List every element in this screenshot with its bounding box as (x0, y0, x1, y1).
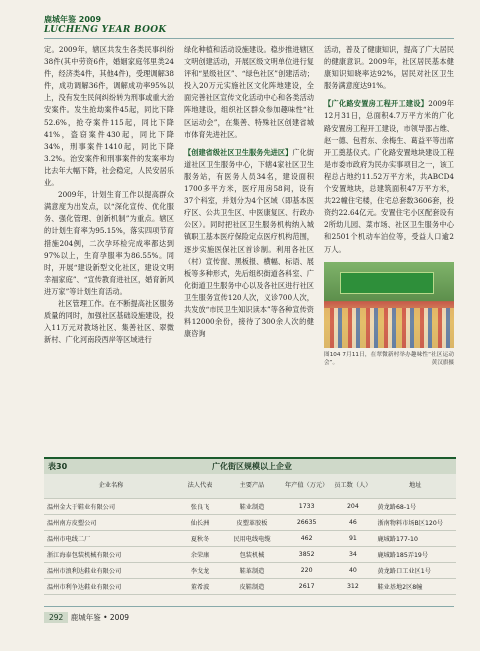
table-cell: 204 (331, 499, 374, 515)
table-cell: 46 (331, 515, 374, 531)
paragraph: 绿化种植和活动设施建设。稳步推进辖区文明创建活动，开展区级文明单位进行复评和“星级社区”、“绿色社区”创建活动；投入20万元实施社区文化阵地建设，全面完善社区宣传文化活动中心和各类活动阵地建设，组织社区群众参加趣味性“社区运动会”，在集善、特殊社区创建省城市体育先进社区。 (184, 45, 314, 139)
table-row (44, 547, 456, 563)
table-title: 广化街区规模以上企业 (212, 462, 292, 471)
table-cell: 1733 (282, 499, 331, 515)
table-cell: 2617 (282, 579, 331, 595)
page-footer (44, 612, 129, 623)
caption-text: 图104 7月11日，在翠微新村举办趣味性“社区运动会”。 (324, 351, 454, 366)
photo-credit: 黄汉旗摄 (431, 359, 454, 366)
column-2 (184, 44, 314, 367)
photo-caption (324, 351, 454, 367)
table-cell: 91 (331, 531, 374, 547)
running-header (44, 14, 167, 35)
column-3 (324, 44, 454, 367)
paragraph: 活动，普及了健康知识，提高了广大居民的健康意识。2009年，社区居民基本健康知识知晓率达92%，居民对社区卫生服务满意度达91%。 (324, 45, 454, 91)
table-cell: 张良飞 (178, 499, 222, 515)
table-cell: 皮鞋制造 (222, 579, 282, 595)
header-title-en: LUCHENG YEAR BOOK (44, 25, 167, 35)
photo-crowd (324, 308, 454, 348)
table-row (44, 515, 456, 531)
table-cell: 仙长洲 (178, 515, 222, 531)
table-cell: 温州南方皮塑公司 (44, 515, 178, 531)
table-cell: 余荣康 (178, 547, 222, 563)
header-rule (44, 38, 454, 39)
enterprise-table-block (44, 457, 456, 595)
table-cell: 鞋业制造 (222, 499, 282, 515)
table-caption (44, 457, 456, 474)
table-cell: 220 (282, 563, 331, 579)
table-cell: 鹿城路185弄19号 (374, 547, 456, 563)
footer-rule (44, 606, 454, 607)
header-title-cn: 鹿城年鉴 2009 (44, 15, 102, 24)
table-cell: 26635 (282, 515, 331, 531)
enterprise-table (44, 474, 456, 595)
table-cell: 温州市电线二厂 (44, 531, 178, 547)
photo-banner (340, 272, 434, 294)
paragraph: 广化街道社区卫生服务中心，下辖4家社区卫生服务站，有医务人员34名，建设面积1700多平方米，医疗用房58间，设有37个科室，并划分为4个区域（即基本医疗区、公共卫生区、中医康复区、行政办公区）。同时把社区卫生服务机构纳入城镇职工基本医疗保险定点医疗机构范围，逐步实施医保社区首诊制。利用各社区（村）宣传窗、黑板报、横幅、标语、展板等多种形式，先后组织街道各科室、广化街道卫生服务中心以及各社区进行社区卫生服务宣传120人次，义诊700人次，共发放“市民卫生知识读本”等各种宣传资料12000余份，接待了300余人次的健康咨询 (184, 147, 314, 339)
paragraph: 2009年12月31日，总面积4.7万平方米的广化路安置房工程开工建设，市领导邵占维、赵一德、包哲东、余梅生、葛益平等出席开工奠基仪式。广化路安置地块建设工程是市委市政府为民办实事项目之一，该工程总占地约11.52万平方米，共ABCD4个安置地块，总建筑面积47万平方米，共22幢住宅楼，住宅总套数3606套，投资约22.64亿元。安置住宅小区配套设有2所幼儿园、菜市场、社区卫生服务中心和2501个机动车泊位等，受益人口逾2万人。 (324, 99, 454, 254)
column-1 (44, 44, 174, 367)
col-header: 法人代表 (178, 474, 222, 499)
table-cell: 462 (282, 531, 331, 547)
community-sports-photo (324, 262, 454, 348)
table-cell: 黄龙路68-1号 (374, 499, 456, 515)
table-cell: 夏秋冬 (178, 531, 222, 547)
table-row (44, 579, 456, 595)
footer-book-title: 鹿城年鉴 • 2009 (70, 613, 129, 622)
table-cell: 浙江海泰包装机械有限公司 (44, 547, 178, 563)
table-cell: 40 (331, 563, 374, 579)
table-cell: 董希波 (178, 579, 222, 595)
table-cell: 鹿城路177-10 (374, 531, 456, 547)
table-cell: 浙南物料市场B区120号 (374, 515, 456, 531)
page-number: 292 (44, 612, 68, 623)
table-body (44, 499, 456, 595)
table-row (44, 499, 456, 515)
col-header: 员工数（人） (331, 474, 374, 499)
table-cell: 温州市浪利达鞋业有限公司 (44, 563, 178, 579)
table-cell: 包装机械 (222, 547, 282, 563)
table-cell: 黄龙路口工业区1号 (374, 563, 456, 579)
table-cell: 温州市利争达鞋业有限公司 (44, 579, 178, 595)
table-cell: 皮塑革胶板 (222, 515, 282, 531)
table-cell: 312 (331, 579, 374, 595)
table-header-row (44, 474, 456, 499)
col-header: 地址 (374, 474, 456, 499)
section-heading: 【创建省级社区卫生服务先进区】 (184, 147, 293, 157)
table-cell: 鞋业基地2区8幢 (374, 579, 456, 595)
table-cell: 温州金大于鞋业有限公司 (44, 499, 178, 515)
table-row (44, 563, 456, 579)
paragraph: 2009年，计划生育工作以提高群众满意度为出发点，以“深化宣传、优化服务、强化管理、创新机制”为重点。辖区的计划生育率为95.15%，落实四项节育措施204例，二次孕环检完成率都达到97%以上，生育孕服率为86.55%。同时，开展“建设新型文化社区，建设文明幸福家庭”、“宣传教育进社区，婚育新风进万家”等计划生育活动。 (44, 190, 174, 296)
section-heading: 【广化路安置房工程开工建设】 (324, 99, 429, 109)
table-number: 表30 (48, 462, 68, 471)
table-row (44, 531, 456, 547)
table-cell: 民用电线电缆 (222, 531, 282, 547)
table-cell: 34 (331, 547, 374, 563)
table-cell: 鞋革制造 (222, 563, 282, 579)
text-columns (44, 44, 456, 367)
table-cell: 3852 (282, 547, 331, 563)
table-cell: 李戈龙 (178, 563, 222, 579)
col-header: 主要产品 (222, 474, 282, 499)
paragraph: 定。2009年，辖区共发生各类民事纠纷38件(其中劳资6件，婚姻家庭邻里类24件，经济类4件，其他4件)，受理调解38件，成功调解36件，调解成功率95%以上，没有发生民间纠纷转为刑事或重大治安案件。发生抢劫案件45起，同比下降52.6%，抢夺案件115起，同比下降41%，盗窃案件430起，同比下降34%，刑事案件1410起，同比下降3.2%。治安案件和刑事案件的发案率均比去年大幅下降，社会稳定，人民安居乐业。 (44, 45, 174, 188)
paragraph: 社区管理工作。在不断提高社区服务质量的同时，加强社区基础设施建设，投入11万元对教场社区、集善社区、翠微新村、广化河南段西岸等区域进行 (44, 298, 174, 345)
col-header: 年产值（万元） (282, 474, 331, 499)
col-header: 企业名称 (44, 474, 178, 499)
